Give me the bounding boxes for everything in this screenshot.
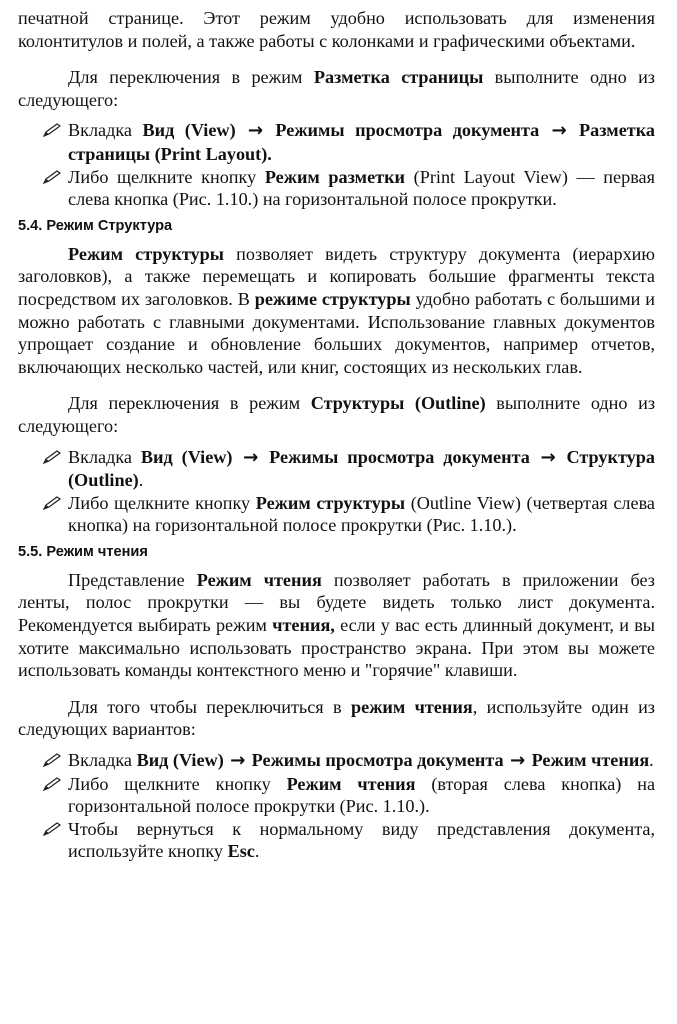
document-page	[18, 7, 655, 863]
pencil-icon	[42, 170, 62, 184]
list-item: Либо щелкните кнопку Режим структуры (Outline View) (четвертая слева кнопка) на горизонтальной полосе прокрутки (Рис. 1.10.).	[18, 492, 655, 537]
list-item: Чтобы вернуться к нормальному виду представления документа, используйте кнопку Esc.	[18, 818, 655, 863]
pencil-icon	[42, 777, 62, 791]
list-item: Вкладка Вид (View) → Режимы просмотра документа → Режим чтения.	[18, 749, 655, 773]
section-heading: 5.4. Режим Структура	[18, 217, 173, 234]
pencil-icon	[42, 450, 62, 464]
outline-bullets	[18, 446, 655, 537]
print-layout-bullets	[18, 119, 655, 210]
list-item: Вкладка Вид (View) → Режимы просмотра документа → Структура (Outline).	[18, 446, 655, 492]
list-item: Либо щелкните кнопку Режим чтения (вторая слева кнопка) на горизонтальной полосе прокрутки (Рис. 1.10.).	[18, 773, 655, 818]
pencil-icon	[42, 496, 62, 510]
reading-description: Представление Режим чтения позволяет работать в приложении без ленты, полос прокрутки — вы будете видеть только лист документа. Рекомендуется выбирать режим чтения, если у вас есть длинный документ, и вы хотите максимально использовать пространство экрана. При этом вы можете использовать команды контекстного меню и "горячие" клавиши.	[18, 569, 656, 681]
pencil-icon	[42, 123, 62, 137]
section-heading: 5.5. Режим чтения	[18, 543, 148, 560]
print-layout-instructions: Для переключения в режим Разметка страницы выполните одно из следующего:	[18, 67, 655, 110]
reading-instructions: Для того чтобы переключиться в режим чтения, используйте один из следующих вариантов:	[18, 696, 655, 740]
pencil-icon	[42, 753, 62, 767]
pencil-icon	[42, 822, 62, 836]
reading-bullets	[18, 749, 655, 863]
list-item: Либо щелкните кнопку Режим разметки (Print Layout View) — первая слева кнопка (Рис. 1.10.) на горизонтальной полосе прокрутки.	[18, 166, 655, 211]
outline-description: Режим структуры позволяет видеть структуру документа (иерархию заголовков), а также перемещать и копировать большие фрагменты текста посредством их заголовков. В режиме структуры удобно работать с большими и можно работать с главными документами. Использование главных документов упрощает создание и обновление больших документов, например отчетов, включающих несколько частей, или книг, состоящих из нескольких глав.	[18, 243, 655, 377]
intro-paragraph: печатной странице. Этот режим удобно использовать для изменения колонтитулов и полей, а также работы с колонками и графическими объектами.	[18, 8, 655, 51]
outline-instructions: Для переключения в режим Структуры (Outline) выполните одно из следующего:	[18, 393, 655, 436]
list-item: Вкладка Вид (View) → Режимы просмотра документа → Разметка страницы (Print Layout).	[18, 119, 655, 165]
